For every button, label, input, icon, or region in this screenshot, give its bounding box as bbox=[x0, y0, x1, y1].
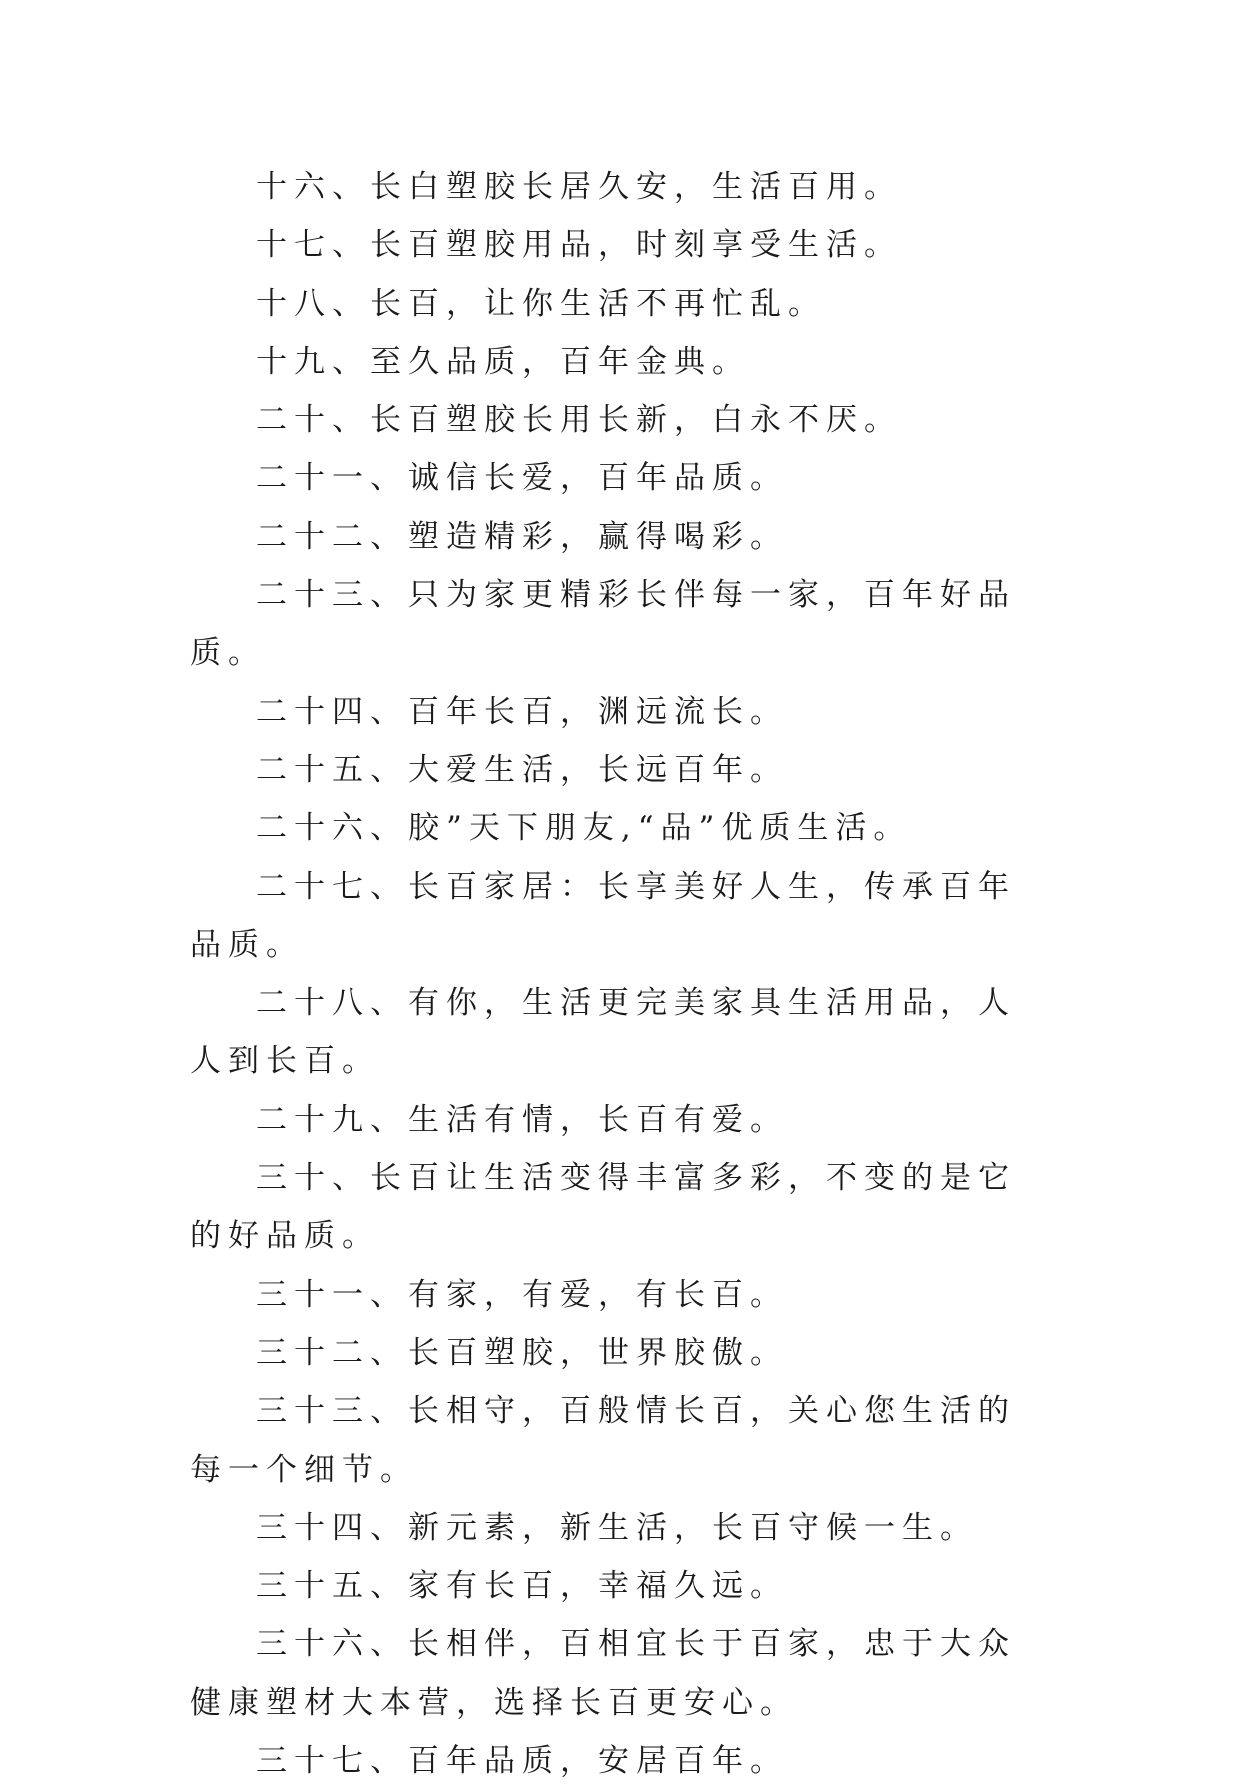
paragraph-28: 二十八、有你，生活更完美家具生活用品，人人到长百。 bbox=[190, 985, 1016, 1080]
paragraph-25: 二十五、大爱生活，长远百年。 bbox=[256, 751, 788, 788]
paragraph-29: 二十九、生活有情，长百有爱。 bbox=[256, 1101, 788, 1138]
paragraph-20: 二十、长百塑胶长用长新，白永不厌。 bbox=[256, 402, 902, 439]
paragraph-31: 三十一、有家，有爱，有长百。 bbox=[256, 1276, 788, 1313]
paragraph-33: 三十三、长相守，百般情长百，关心您生活的每一个细节。 bbox=[190, 1393, 1016, 1488]
paragraph-37: 三十七、百年品质，安居百年。 bbox=[256, 1743, 788, 1780]
paragraph-21: 二十一、诚信长爱，百年品质。 bbox=[256, 460, 788, 497]
paragraph-36: 三十六、长相伴，百相宜长于百家，忠于大众健康塑材大本营，选择长百更安心。 bbox=[190, 1626, 1016, 1721]
paragraph-18: 十八、长百，让你生活不再忙乱。 bbox=[256, 285, 826, 322]
paragraph-17: 十七、长百塑胶用品，时刻享受生活。 bbox=[256, 227, 902, 264]
paragraph-16: 十六、长白塑胶长居久安，生活百用。 bbox=[256, 169, 902, 205]
paragraph-22: 二十二、塑造精彩，赢得喝彩。 bbox=[256, 518, 788, 555]
paragraph-35: 三十五、家有长百，幸福久远。 bbox=[256, 1568, 788, 1605]
document-body bbox=[190, 158, 1052, 1790]
paragraph-26: 二十六、胶”天下朋友,“品”优质生活。 bbox=[256, 810, 912, 847]
paragraph-27: 二十七、长百家居：长享美好人生，传承百年品质。 bbox=[190, 868, 1016, 963]
paragraph-23: 二十三、只为家更精彩长伴每一家，百年好品质。 bbox=[190, 577, 1016, 672]
paragraph-34: 三十四、新元素，新生活，长百守候一生。 bbox=[256, 1509, 978, 1546]
paragraph-30: 三十、长百让生活变得丰富多彩，不变的是它的好品质。 bbox=[190, 1160, 1016, 1255]
paragraph-32: 三十二、长百塑胶，世界胶傲。 bbox=[256, 1334, 788, 1371]
paragraph-19: 十九、至久品质，百年金典。 bbox=[256, 343, 750, 380]
paragraph-24: 二十四、百年长百，渊远流长。 bbox=[256, 693, 788, 730]
